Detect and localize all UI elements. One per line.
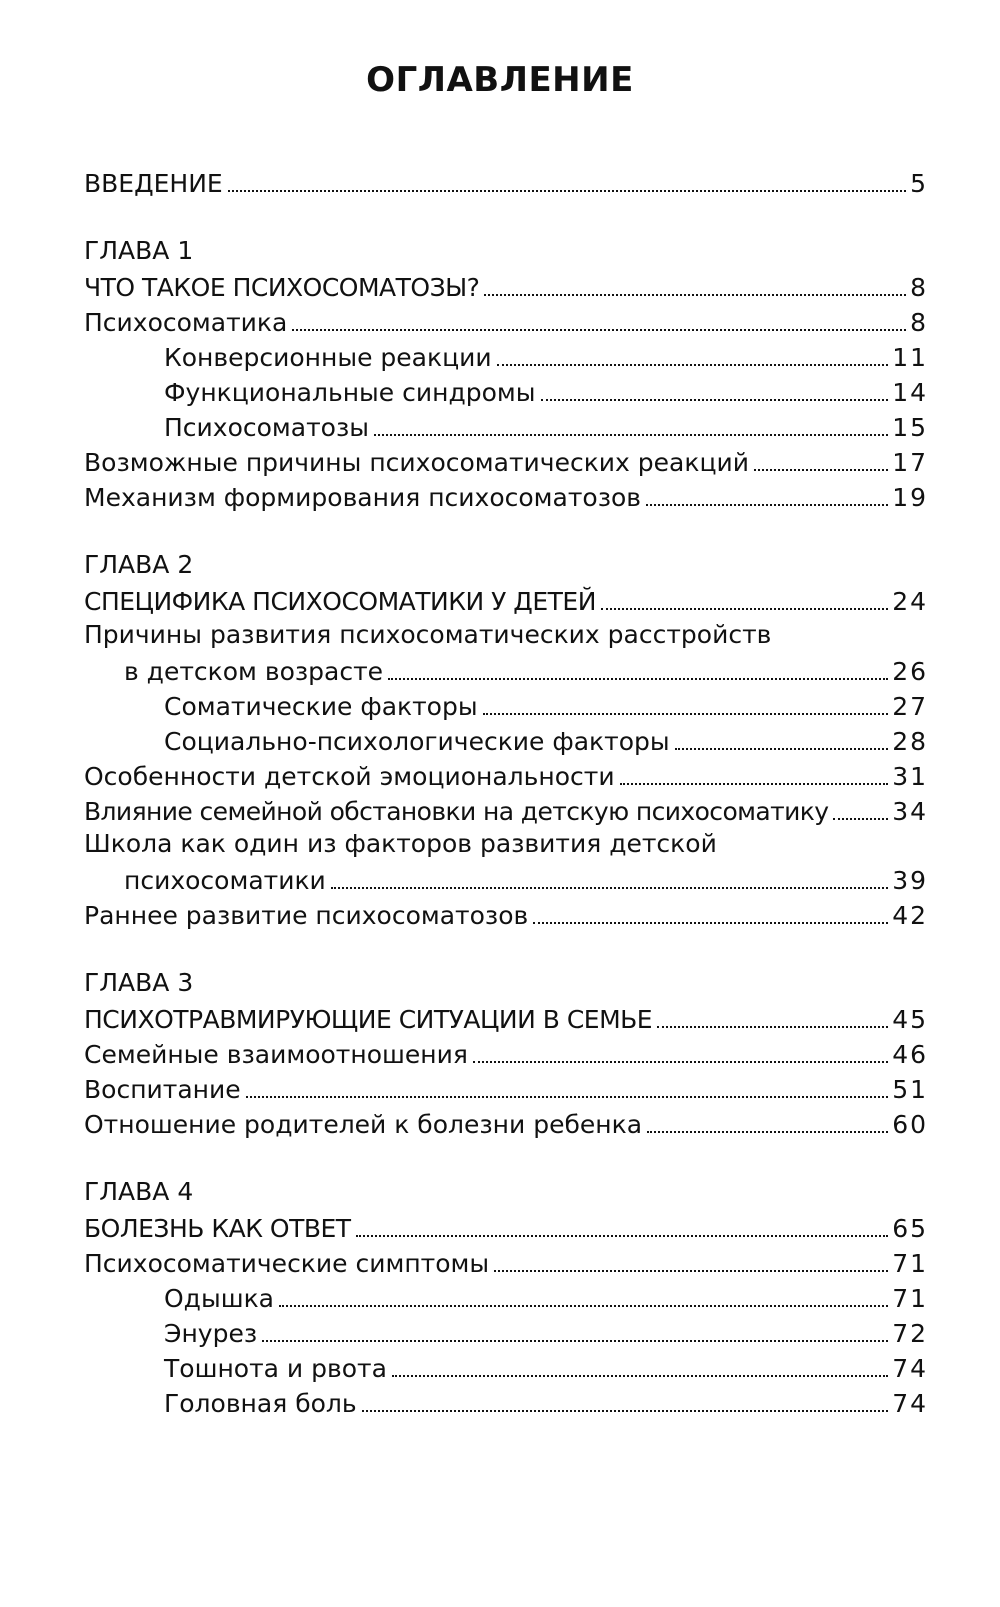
- toc-entry-label: ПСИХОТРАВМИРУЮЩИЕ СИТУАЦИИ В СЕМЬЕ: [84, 1005, 653, 1034]
- chapter-2-heading: ГЛАВА 2: [84, 550, 194, 579]
- toc-page-number: 11: [892, 343, 928, 372]
- toc-entry-label: Тошнота и рвота: [164, 1354, 387, 1383]
- dot-leader: [331, 887, 888, 889]
- toc-entry-label: Энурез: [164, 1319, 258, 1348]
- dot-leader: [246, 1096, 889, 1098]
- toc-page-number: 74: [892, 1354, 928, 1383]
- toc-page-number: 5: [910, 169, 928, 198]
- toc-entry-label: Одышка: [164, 1284, 274, 1313]
- toc-page-number: 39: [892, 866, 928, 895]
- toc-page-number: 45: [892, 1005, 928, 1034]
- toc-page-number: 34: [892, 797, 928, 826]
- toc-entry-2-4[interactable]: [124, 857, 928, 893]
- dot-leader: [279, 1305, 888, 1307]
- toc-entry-label: Психосоматика: [84, 308, 288, 337]
- toc-page-number: 60: [892, 1110, 928, 1139]
- chapter-4-heading: ГЛАВА 4: [84, 1177, 194, 1206]
- toc-entry-2-5[interactable]: [84, 892, 928, 928]
- dot-leader: [228, 190, 906, 192]
- toc-entry-label: Семейные взаимоотношения: [84, 1040, 468, 1069]
- dot-leader: [262, 1340, 888, 1342]
- toc-page-number: 72: [892, 1319, 928, 1348]
- toc-entry-label: Возможные причины психосоматических реакций: [84, 448, 749, 477]
- dot-leader: [647, 1131, 888, 1133]
- dot-leader: [494, 1270, 888, 1272]
- dot-leader: [601, 608, 888, 610]
- toc-entry-2-2[interactable]: [84, 753, 928, 789]
- dot-leader: [374, 434, 888, 436]
- toc-page-number: 24: [892, 587, 928, 616]
- dot-leader: [484, 294, 906, 296]
- toc-page-number: 8: [910, 273, 928, 302]
- toc-page-number: 19: [892, 483, 928, 512]
- toc-entry-2-4-first-line[interactable]: Школа как один из факторов развития детской: [84, 829, 717, 858]
- toc-entry-label: Воспитание: [84, 1075, 241, 1104]
- dot-leader: [392, 1375, 888, 1377]
- dot-leader: [646, 504, 888, 506]
- toc-entry-label: Влияние семейной обстановки на детскую психосоматику: [84, 797, 829, 826]
- toc-entry-4-1[interactable]: [84, 1240, 928, 1276]
- toc-page-number: 31: [892, 762, 928, 791]
- dot-leader: [388, 678, 888, 680]
- page-title: ОГЛАВЛЕНИЕ: [366, 60, 634, 100]
- toc-entry-label: СПЕЦИФИКА ПСИХОСОМАТИКИ У ДЕТЕЙ: [84, 587, 596, 616]
- toc-entry-label: Соматические факторы: [164, 692, 478, 721]
- toc-entry-3-3[interactable]: [84, 1101, 928, 1137]
- toc-entry-label: Отношение родителей к болезни ребенка: [84, 1110, 643, 1139]
- dot-leader: [533, 922, 888, 924]
- toc-page-number: 28: [892, 727, 928, 756]
- toc-entry-label: Механизм формирования психосоматозов: [84, 483, 642, 512]
- toc-entry-chapter-2-title[interactable]: [84, 578, 928, 614]
- chapter-1-heading: ГЛАВА 1: [84, 236, 194, 265]
- toc-page-number: 71: [892, 1249, 928, 1278]
- toc-page-number: 71: [892, 1284, 928, 1313]
- dot-leader: [833, 818, 888, 820]
- toc-entry-label: Психосоматозы: [164, 413, 369, 442]
- toc-entry-1-1[interactable]: [84, 299, 928, 335]
- dot-leader: [620, 783, 889, 785]
- toc-page-number: 17: [892, 448, 928, 477]
- toc-entry-introduction[interactable]: [84, 160, 928, 196]
- toc-entry-label: Функциональные синдромы: [164, 378, 536, 407]
- dot-leader: [497, 364, 889, 366]
- toc-entry-label: Раннее развитие психосоматозов: [84, 901, 529, 930]
- toc-entry-chapter-4-title[interactable]: [84, 1205, 928, 1241]
- toc-entry-1-3[interactable]: [84, 474, 928, 510]
- toc-entry-3-1[interactable]: [84, 1031, 928, 1067]
- toc-entry-4-1-3[interactable]: [164, 1345, 928, 1381]
- toc-entry-1-1-3[interactable]: [164, 404, 928, 440]
- toc-entry-label: ЧТО ТАКОЕ ПСИХОСОМАТОЗЫ?: [84, 273, 480, 302]
- dot-leader: [657, 1026, 888, 1028]
- toc-entry-label: БОЛЕЗНЬ КАК ОТВЕТ: [84, 1214, 351, 1243]
- dot-leader: [675, 748, 889, 750]
- toc-entry-2-1-2[interactable]: [164, 718, 928, 754]
- toc-page-number: 42: [892, 901, 928, 930]
- toc-entry-label: психосоматики: [124, 866, 326, 895]
- toc-page-number: 51: [892, 1075, 928, 1104]
- toc-entry-label: Головная боль: [164, 1389, 357, 1418]
- toc-entry-chapter-1-title[interactable]: [84, 264, 928, 300]
- dot-leader: [292, 329, 906, 331]
- toc-entry-chapter-3-title[interactable]: [84, 996, 928, 1032]
- toc-entry-label: Социально-психологические факторы: [164, 727, 670, 756]
- dot-leader: [356, 1235, 889, 1237]
- toc-entry-label: Особенности детской эмоциональности: [84, 762, 615, 791]
- toc-page-number: 8: [910, 308, 928, 337]
- toc-entry-2-1[interactable]: [124, 648, 928, 684]
- toc-entry-2-3[interactable]: [84, 788, 928, 824]
- toc-entry-1-2[interactable]: [84, 439, 928, 475]
- toc-entry-2-1-first-line[interactable]: Причины развития психосоматических расстройств: [84, 620, 772, 649]
- toc-entry-label: ВВЕДЕНИЕ: [84, 169, 223, 198]
- dot-leader: [362, 1410, 889, 1412]
- toc-page-number: 46: [892, 1040, 928, 1069]
- toc-page-number: 74: [892, 1389, 928, 1418]
- dot-leader: [541, 399, 889, 401]
- toc-page-number: 15: [892, 413, 928, 442]
- toc-page-number: 27: [892, 692, 928, 721]
- toc-entry-1-1-2[interactable]: [164, 369, 928, 405]
- toc-entry-label: Психосоматические симптомы: [84, 1249, 490, 1278]
- toc-entry-2-1-1[interactable]: [164, 683, 928, 719]
- toc-entry-3-2[interactable]: [84, 1066, 928, 1102]
- dot-leader: [754, 469, 888, 471]
- toc-entry-4-1-2[interactable]: [164, 1310, 928, 1346]
- toc-page-number: 14: [892, 378, 928, 407]
- dot-leader: [473, 1061, 888, 1063]
- toc-entry-label: Конверсионные реакции: [164, 343, 492, 372]
- toc-page-number: 65: [892, 1214, 928, 1243]
- toc-entry-label: в детском возрасте: [124, 657, 384, 686]
- toc-page-number: 26: [892, 657, 928, 686]
- toc-entry-1-1-1[interactable]: [164, 334, 928, 370]
- toc-entry-4-1-4[interactable]: [164, 1380, 928, 1416]
- dot-leader: [483, 713, 889, 715]
- toc-entry-4-1-1[interactable]: [164, 1275, 928, 1311]
- chapter-3-heading: ГЛАВА 3: [84, 968, 194, 997]
